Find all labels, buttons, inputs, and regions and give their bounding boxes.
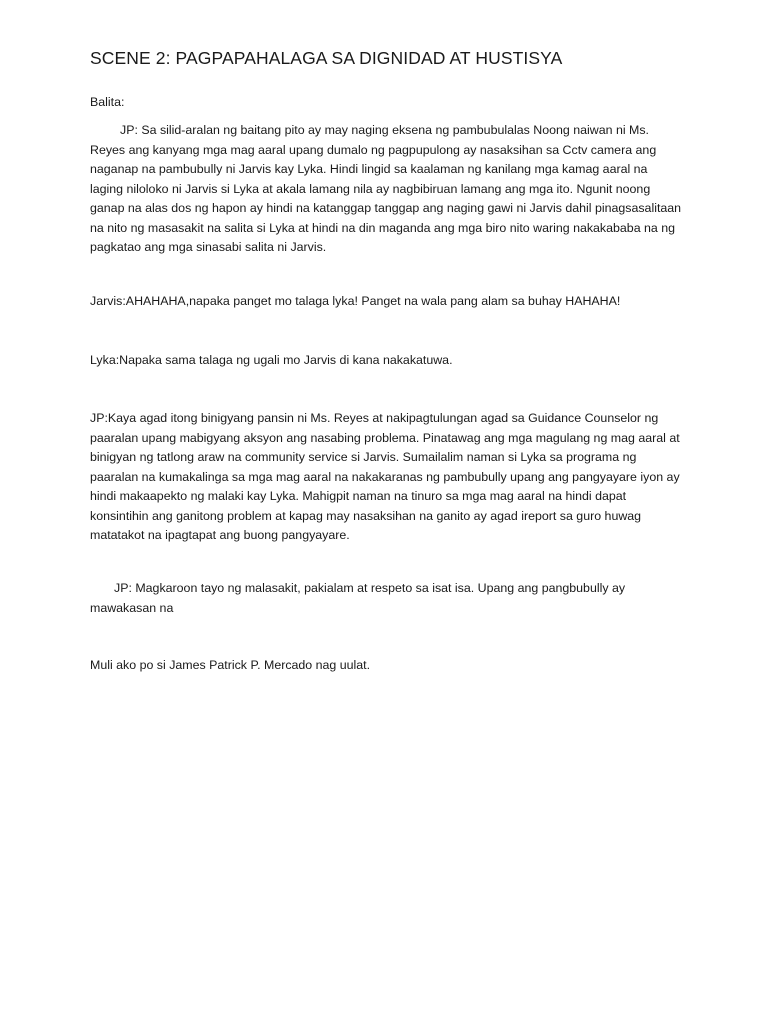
news-paragraph-action: JP:Kaya agad itong binigyang pansin ni Ms. Reyes at nakipagtulungan agad sa Guidance Counselor ng paaralan upang mabigyang aksyon ang nasabing problema. Pinatawag ang mga magulang ng mag aaral at binigyan ng tatlong araw na community service si Jarvis. Sumailalim naman si Lyka sa programa ng paaralan na kumakalinga sa mga mag aaral na nakakaranas ng pambubully upang ang pangyayare iyon ay hindi makaapekto ng malaki kay Lyka. Mahigpit naman na tinuro sa mga mag aaral na hindi dapat konsintihin ang ganitong problem at kapag may nasaksihan na ganito ay agad ireport sa guro huwag matatakot na ipagtapat ang buong pangyayare. [90, 411, 680, 542]
dialogue-jarvis: Jarvis:AHAHAHA,napaka panget mo talaga lyka! Panget na wala pang alam sa buhay HAHAHA! [90, 294, 621, 308]
document-title: SCENE 2: PAGPAPAHALAGA SA DIGNIDAD AT HUSTISYA [90, 48, 563, 68]
news-sign-off: Muli ako po si James Patrick P. Mercado nag uulat. [90, 658, 371, 672]
news-paragraph-message: JP: Magkaroon tayo ng malasakit, pakialam at respeto sa isat isa. Upang ang pangbubully ay mawakasan na [90, 581, 626, 615]
news-paragraph-intro: JP: Sa silid-aralan ng baitang pito ay may naging eksena ng pambubulalas Noong naiwan ni Ms. Reyes ang kanyang mga mag aaral upang dumalo ng pagpupulong ay nasaksihan sa Cctv camera ang naganap na pambubully ni Jarvis kay Lyka. Hindi lingid sa kaalaman ng kanilang mga kamag aaral na laging niloloko ni Jarvis si Lyka at akala lamang nila ay nagbibiruan lamang ang mga ito. Ngunit noong ganap na alas dos ng hapon ay hindi na katanggap tanggap ang naging gawi ni Jarvis dahil pinagsasalitaan na nito ng masasakit na salita si Lyka at hindi na din maganda ang mga biro nito waring nakakababa na ng pagkatao ang mga sinasabi salita ni Jarvis. [90, 123, 682, 254]
section-label: Balita: [90, 95, 125, 109]
dialogue-lyka: Lyka:Napaka sama talaga ng ugali mo Jarvis di kana nakakatuwa. [90, 353, 453, 367]
